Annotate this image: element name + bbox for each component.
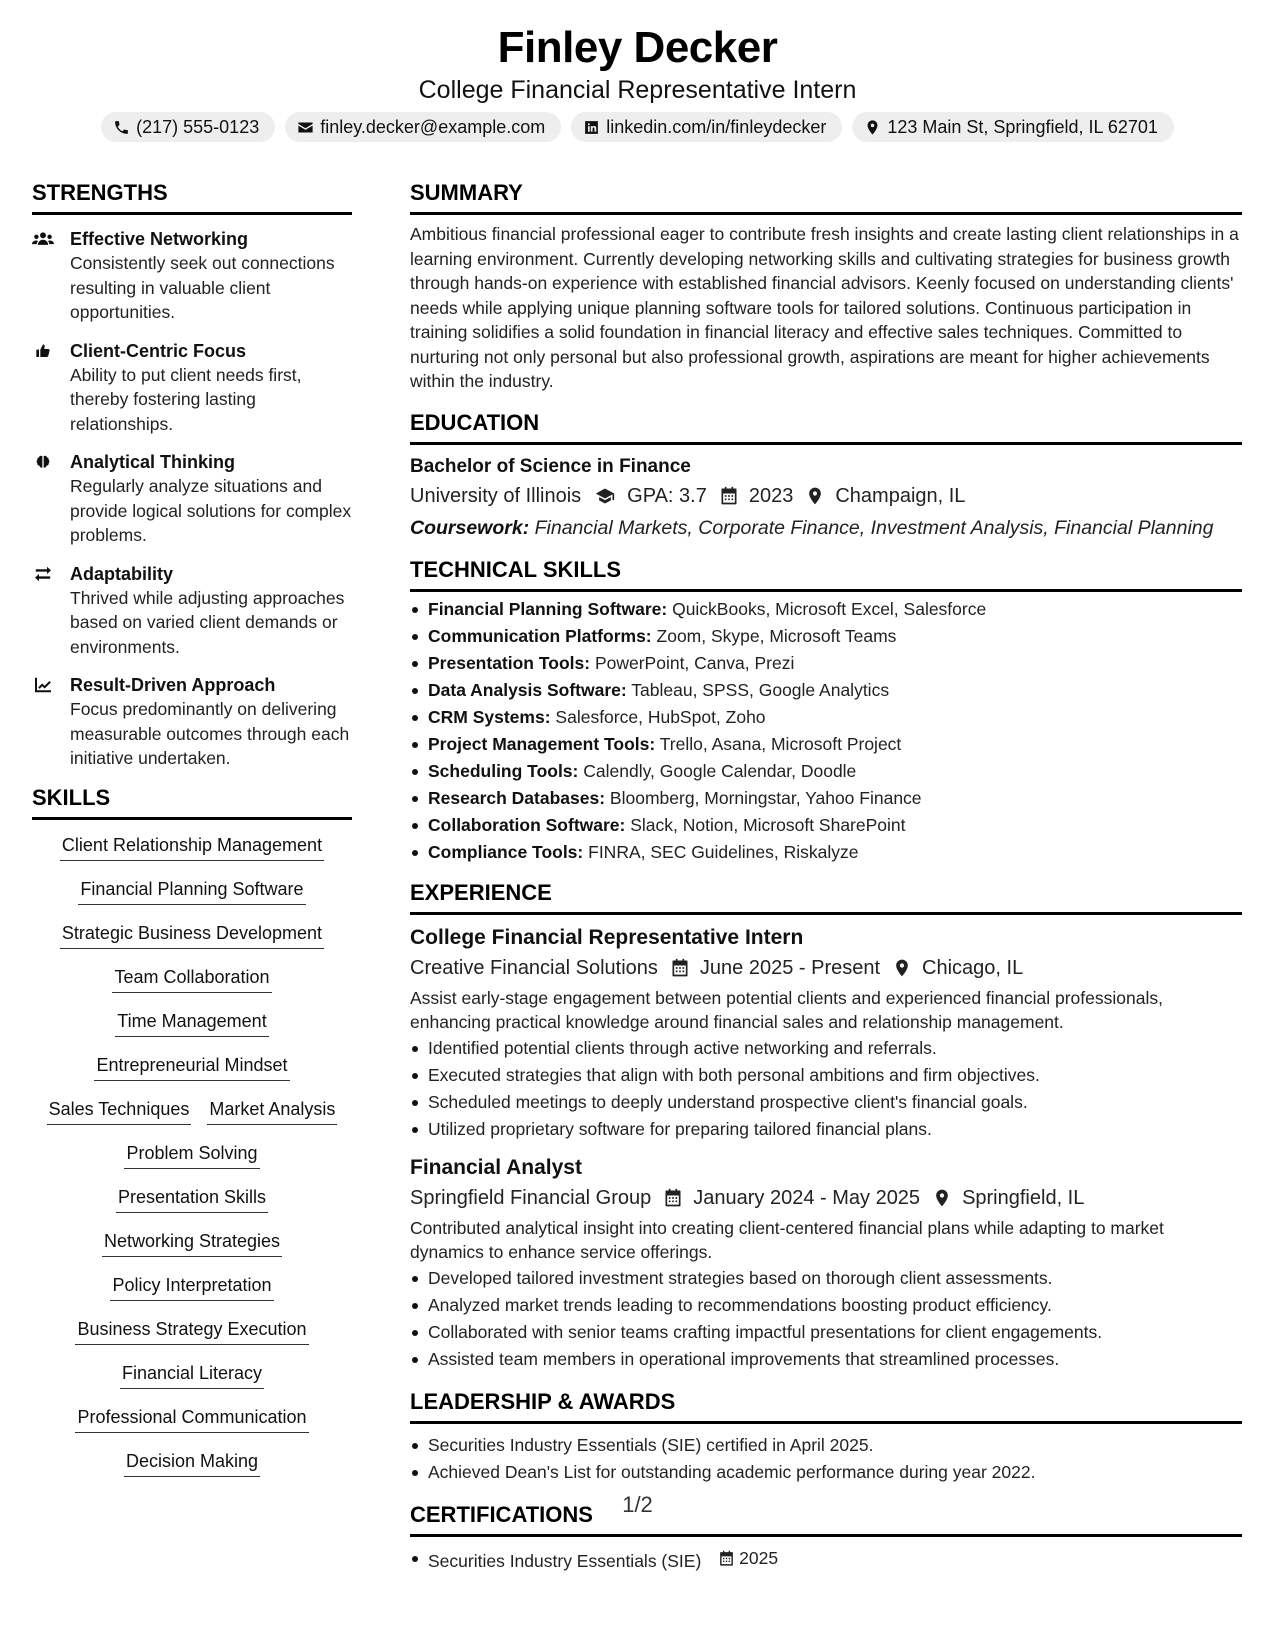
strength-title: Adaptability <box>70 563 174 584</box>
strength-item <box>32 562 352 660</box>
tech-skill-label: Data Analysis Software: <box>428 679 627 700</box>
tech-skill-value: Trello, Asana, Microsoft Project <box>659 733 902 754</box>
skill-tag: Entrepreneurial Mindset <box>94 1052 289 1081</box>
skill-tag: Time Management <box>115 1008 268 1037</box>
tech-skill-item <box>410 731 1242 758</box>
skill-row <box>32 1140 352 1169</box>
skill-tag: Professional Communication <box>75 1404 308 1433</box>
tech-skill-value: QuickBooks, Microsoft Excel, Salesforce <box>672 598 987 619</box>
thumbs-up-icon <box>32 343 54 359</box>
left-column <box>32 180 352 1492</box>
job-bullet: Identified potential clients through active networking and referrals. <box>410 1035 1242 1062</box>
skill-row <box>32 1360 352 1389</box>
strength-desc: Focus predominantly on delivering measurable outcomes through each initiative undertaken. <box>70 699 350 768</box>
job-bullet: Utilized proprietary software for preparing tailored financial plans. <box>410 1116 1242 1143</box>
skill-row <box>32 920 352 949</box>
education-meta <box>410 481 1242 511</box>
job-description: Contributed analytical insight into creating client-centered financial plans while adapting to market dynamics to enhance service offerings. <box>410 1217 1164 1262</box>
job-meta <box>410 953 1242 983</box>
leadership-heading: LEADERSHIP & AWARDS <box>410 1389 1242 1424</box>
job-bullet: Developed tailored investment strategies based on thorough client assessments. <box>410 1265 1242 1292</box>
skill-row <box>32 1448 352 1477</box>
school-name: University of Illinois <box>410 484 582 507</box>
phone-pill[interactable] <box>101 112 275 142</box>
tech-skill-value: Bloomberg, Morningstar, Yahoo Finance <box>609 787 922 808</box>
tech-skill-item <box>410 704 1242 731</box>
strength-item <box>32 339 352 437</box>
email-text: finley.decker@example.com <box>320 116 546 137</box>
job-bullet: Scheduled meetings to deeply understand prospective client's financial goals. <box>410 1089 1242 1116</box>
map-pin-icon <box>932 1188 952 1208</box>
skills-list <box>32 828 352 1492</box>
skill-row <box>32 1008 352 1037</box>
tech-skill-label: Financial Planning Software: <box>428 598 668 619</box>
experience-heading: EXPERIENCE <box>410 880 1242 915</box>
tech-skill-label: Compliance Tools: <box>428 841 584 862</box>
skill-tag: Team Collaboration <box>112 964 271 993</box>
skill-tag: Financial Planning Software <box>78 876 305 905</box>
tech-skill-label: Project Management Tools: <box>428 733 656 754</box>
skill-tag: Problem Solving <box>124 1140 259 1169</box>
skill-row <box>32 1184 352 1213</box>
strength-title: Analytical Thinking <box>70 452 236 472</box>
graduation-cap-icon <box>593 486 617 506</box>
job-description: Assist early-stage engagement between potential clients and experienced financial professionals, enhancing practical knowledge around financial sales and relationship management. <box>410 987 1163 1032</box>
degree-title: Bachelor of Science in Finance <box>410 455 691 477</box>
linkedin-text: linkedin.com/in/finleydecker <box>606 116 827 137</box>
job-bullet: Assisted team members in operational improvements that streamlined processes. <box>410 1346 1242 1373</box>
job-location: Chicago, IL <box>922 956 1024 979</box>
job-bullet: Executed strategies that align with both personal ambitions and firm objectives. <box>410 1062 1242 1089</box>
tech-skill-label: Communication Platforms: <box>428 625 652 646</box>
strength-desc: Ability to put client needs first, thereby fostering lasting relationships. <box>70 364 302 434</box>
strength-title: Client-Centric Focus <box>70 340 247 361</box>
certification-item <box>410 1545 1242 1575</box>
certification-date <box>718 1545 778 1572</box>
tech-skill-label: Presentation Tools: <box>428 652 591 673</box>
technical-skills-list <box>410 596 1242 866</box>
strength-item <box>32 227 352 325</box>
job-title: Financial Analyst <box>410 1155 582 1179</box>
strength-item <box>32 450 352 548</box>
arrows-exchange-icon <box>32 566 54 582</box>
strength-desc: Regularly analyze situations and provide logical solutions for complex problems. <box>70 476 352 545</box>
tech-skill-value: Salesforce, HubSpot, Zoho <box>555 706 766 727</box>
tech-skill-label: Collaboration Software: <box>428 814 626 835</box>
coursework-list: Financial Markets, Corporate Finance, Investment Analysis, Financial Planning <box>534 516 1214 539</box>
chart-line-icon <box>32 677 54 693</box>
tech-skill-value: Calendly, Google Calendar, Doodle <box>583 760 857 781</box>
tech-skill-item <box>410 758 1242 785</box>
skill-tag: Business Strategy Execution <box>75 1316 308 1345</box>
job-title: College Financial Representative Intern <box>410 925 804 949</box>
company-name: Creative Financial Solutions <box>410 956 658 979</box>
contact-bar <box>0 112 1275 142</box>
technical-skills-heading: TECHNICAL SKILLS <box>410 557 1242 592</box>
resume-header <box>0 22 1275 142</box>
skill-tag: Strategic Business Development <box>60 920 324 949</box>
candidate-name: Finley Decker <box>497 23 778 72</box>
calendar-icon <box>663 1188 683 1208</box>
job-entry <box>410 923 1242 1143</box>
job-dates: January 2024 - May 2025 <box>693 1186 921 1209</box>
brain-icon <box>32 454 54 470</box>
coursework-line <box>410 513 1242 543</box>
skill-tag: Sales Techniques <box>47 1096 192 1125</box>
page-number: 1/2 <box>622 1492 653 1517</box>
tech-skill-item <box>410 650 1242 677</box>
skill-row <box>32 832 352 861</box>
tech-skill-value: PowerPoint, Canva, Prezi <box>594 652 795 673</box>
tech-skill-item <box>410 812 1242 839</box>
skill-row <box>32 1316 352 1345</box>
tech-skill-item <box>410 785 1242 812</box>
award-item: Achieved Dean's List for outstanding academic performance during year 2022. <box>410 1459 1242 1486</box>
school-location: Champaign, IL <box>835 484 966 507</box>
linkedin-icon <box>583 119 600 136</box>
tech-skill-item <box>410 596 1242 623</box>
tech-skill-item <box>410 839 1242 866</box>
skill-tag: Market Analysis <box>207 1096 337 1125</box>
skill-row <box>32 1272 352 1301</box>
skill-row <box>32 1228 352 1257</box>
coursework-label: Coursework: <box>410 516 530 539</box>
strength-desc: Consistently seek out connections resulting in valuable client opportunities. <box>70 253 335 322</box>
tech-skill-item <box>410 677 1242 704</box>
calendar-icon <box>719 486 739 506</box>
certification-year: 2025 <box>739 1547 779 1568</box>
strengths-heading: STRENGTHS <box>32 180 352 215</box>
strength-desc: Thrived while adjusting approaches based on varied client demands or environments. <box>70 587 345 657</box>
company-name: Springfield Financial Group <box>410 1186 652 1209</box>
users-icon <box>32 231 54 247</box>
job-bullets <box>410 1265 1242 1373</box>
skill-tag: Networking Strategies <box>102 1228 282 1257</box>
job-bullet: Analyzed market trends leading to recommendations boosting product efficiency. <box>410 1292 1242 1319</box>
education-heading: EDUCATION <box>410 410 1242 445</box>
summary-text: Ambitious financial professional eager to contribute fresh insights and create lasting client relationships in a learning environment. Currently developing networking skills and cultivating strategies for business growth through hands-on experience with established financial advisors. Keenly focused on understanding clients' needs while applying unique planning software tools for tailored solutions. Continuous participation in training solidifies a solid foundation in financial literacy and effective sales techniques. Committed to nurturing not only personal but also professional growth, aspirations are meant for higher achievements within the industry. <box>410 224 1239 391</box>
address-text: 123 Main St, Springfield, IL 62701 <box>887 116 1158 137</box>
skill-row <box>32 1404 352 1433</box>
job-bullets <box>410 1035 1242 1143</box>
tech-skill-item <box>410 623 1242 650</box>
skill-tag: Policy Interpretation <box>110 1272 273 1301</box>
tech-skill-value: Tableau, SPSS, Google Analytics <box>631 679 890 700</box>
linkedin-pill[interactable] <box>571 112 842 142</box>
calendar-icon <box>718 1550 735 1567</box>
skill-row <box>32 1096 352 1125</box>
graduation-year: 2023 <box>748 484 794 507</box>
envelope-icon <box>297 119 314 136</box>
award-item: Securities Industry Essentials (SIE) certified in April 2025. <box>410 1432 1242 1459</box>
job-dates: June 2025 - Present <box>699 956 881 979</box>
skill-tag: Decision Making <box>124 1448 260 1477</box>
job-meta <box>410 1183 1242 1213</box>
phone-text: (217) 555-0123 <box>136 116 260 137</box>
strength-item <box>32 673 352 771</box>
strengths-list <box>32 223 352 771</box>
tech-skill-value: Zoom, Skype, Microsoft Teams <box>656 625 897 646</box>
certifications-heading: CERTIFICATIONS <box>410 1502 1242 1537</box>
skill-row <box>32 1052 352 1081</box>
skill-tag: Financial Literacy <box>120 1360 264 1389</box>
skill-row <box>32 876 352 905</box>
phone-icon <box>113 119 130 136</box>
skill-tag: Client Relationship Management <box>60 832 324 861</box>
right-column <box>410 180 1242 1575</box>
candidate-role: College Financial Representative Intern <box>418 76 857 104</box>
skill-row <box>32 964 352 993</box>
tech-skill-label: Research Databases: <box>428 787 606 808</box>
calendar-icon <box>670 958 690 978</box>
skills-heading: SKILLS <box>32 785 352 820</box>
address-pill[interactable] <box>852 112 1174 142</box>
job-entry <box>410 1153 1242 1373</box>
job-bullet: Collaborated with senior teams crafting impactful presentations for client engagements. <box>410 1319 1242 1346</box>
summary-heading: SUMMARY <box>410 180 1242 215</box>
certification-name: Securities Industry Essentials (SIE) <box>428 1550 702 1571</box>
strength-title: Effective Networking <box>70 229 249 249</box>
gpa-text: GPA: 3.7 <box>627 484 707 507</box>
leadership-list <box>410 1432 1242 1486</box>
email-pill[interactable] <box>285 112 561 142</box>
job-location: Springfield, IL <box>962 1186 1085 1209</box>
strength-title: Result-Driven Approach <box>70 675 276 695</box>
tech-skill-label: CRM Systems: <box>428 706 551 727</box>
map-pin-icon <box>864 119 881 136</box>
tech-skill-label: Scheduling Tools: <box>428 760 579 781</box>
map-pin-icon <box>892 958 912 978</box>
map-pin-icon <box>805 486 825 506</box>
skill-tag: Presentation Skills <box>116 1184 268 1213</box>
tech-skill-value: Slack, Notion, Microsoft SharePoint <box>630 814 906 835</box>
certifications-list <box>410 1545 1242 1575</box>
tech-skill-value: FINRA, SEC Guidelines, Riskalyze <box>588 841 859 862</box>
